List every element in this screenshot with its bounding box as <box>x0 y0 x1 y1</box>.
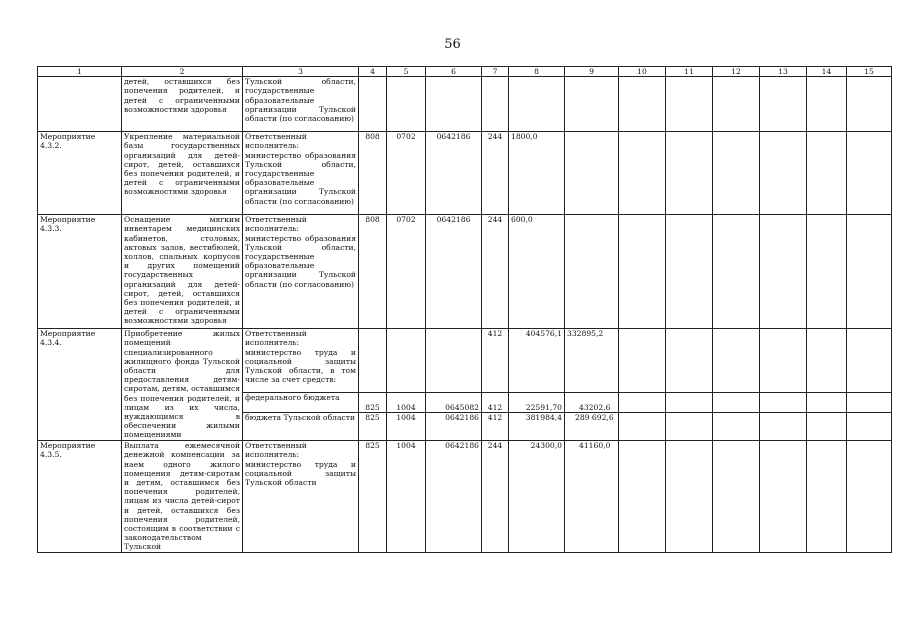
cell-csr <box>426 329 482 393</box>
measure-code: Мероприятие 4.3.2. <box>38 132 122 215</box>
measure-executor: Ответственный исполнитель: министерство труда и социальной защиты Тульской области <box>243 441 359 552</box>
col-header: 5 <box>387 67 426 77</box>
cell-csr: 0642186 <box>426 132 482 215</box>
cell-vr: 412 <box>482 329 509 393</box>
cell-amount <box>565 132 619 215</box>
measure-executor: Тульской области, государственные образовательные организации Тульской области (по согласованию) <box>243 77 359 132</box>
table-row <box>38 329 892 393</box>
measure-name: детей, оставшихся без попечения родителей, и детей с ограниченными возможностями здоровья <box>122 77 243 132</box>
cell-csr: 0642186 <box>426 413 482 441</box>
cell-grbs: 808 <box>359 215 387 329</box>
measure-name: Приобретение жилых помещений специализированного жилищного фонда Тульской области для предоставления детям-сиротам, детям, оставшимся без попечения родителей, и лицам из их числа, нуждающимся в обеспечении жилыми помещениями <box>122 329 243 441</box>
col-header: 7 <box>482 67 509 77</box>
table-row <box>38 215 892 329</box>
header-row <box>38 67 892 77</box>
table-row <box>38 132 892 215</box>
col-header: 6 <box>426 67 482 77</box>
cell-amount: 22591,70 <box>509 393 565 413</box>
col-header: 4 <box>359 67 387 77</box>
measure-executor: Ответственный исполнитель: министерство образования Тульской области, государственные образовательные организации Тульской области (по согласованию) <box>243 132 359 215</box>
cell-rzpr <box>387 329 426 393</box>
col-header: 13 <box>760 67 807 77</box>
cell-amount: 24300,0 <box>509 441 565 552</box>
measure-name: Оснащение мягким инвентарем медицинских кабинетов, столовых, актовых залов, вестибюлей, холлов, спальных корпусов и других помещений государственных организаций для детей-сирот, детей, оставшихся без попечения родителей, и детей с ограниченными возможностями здоровья <box>122 215 243 329</box>
cell-vr: 244 <box>482 132 509 215</box>
measure-code: Мероприятие 4.3.3. <box>38 215 122 329</box>
cell-amount: 289 692,6 <box>565 413 619 441</box>
cell-grbs: 808 <box>359 132 387 215</box>
cell-amount: 404576,1 <box>509 329 565 393</box>
cell-amount: 41160,0 <box>565 441 619 552</box>
cell-rzpr: 1004 <box>387 393 426 413</box>
col-header: 11 <box>666 67 713 77</box>
cell-csr: 0642186 <box>426 215 482 329</box>
cell-amount: 43202,6 <box>565 393 619 413</box>
measure-name: Укрепление материальной базы государственных организаций для детей-сирот, детей, оставшихся без попечения родителей, и детей с ограниченными возможностями здоровья <box>122 132 243 215</box>
cell-vr: 244 <box>482 215 509 329</box>
cell-amount <box>565 215 619 329</box>
col-header: 12 <box>713 67 760 77</box>
cell-grbs: 825 <box>359 393 387 413</box>
cell-rzpr: 1004 <box>387 441 426 552</box>
cell-csr: 0642186 <box>426 441 482 552</box>
measure-executor: Ответственный исполнитель: министерство труда и социальной защиты Тульской области, в том числе за счет средств: <box>243 329 359 393</box>
cell-rzpr: 1004 <box>387 413 426 441</box>
col-header: 8 <box>509 67 565 77</box>
col-header: 3 <box>243 67 359 77</box>
cell-amount: 600,0 <box>509 215 565 329</box>
table-row <box>38 77 892 132</box>
cell-vr: 412 <box>482 393 509 413</box>
col-header: 9 <box>565 67 619 77</box>
cell-grbs <box>359 329 387 393</box>
cell-grbs: 825 <box>359 413 387 441</box>
cell-amount: 381984,4 <box>509 413 565 441</box>
funding-source: федерального бюджета <box>243 393 359 413</box>
col-header: 2 <box>122 67 243 77</box>
cell-vr: 412 <box>482 413 509 441</box>
page-number: 56 <box>444 37 461 52</box>
cell-csr: 0645082 <box>426 393 482 413</box>
cell-rzpr: 0702 <box>387 215 426 329</box>
col-header: 10 <box>619 67 666 77</box>
cell-amount: 1800,0 <box>509 132 565 215</box>
measure-executor: Ответственный исполнитель: министерство образования Тульской области, государственные образовательные организации Тульской области (по согласованию) <box>243 215 359 329</box>
table-row <box>38 441 892 552</box>
cell-grbs: 825 <box>359 441 387 552</box>
col-header: 15 <box>847 67 892 77</box>
col-header: 14 <box>807 67 847 77</box>
measure-code: Мероприятие 4.3.5. <box>38 441 122 552</box>
cell-amount: 332895,2 <box>565 329 619 393</box>
program-table <box>37 66 892 553</box>
measure-code: Мероприятие 4.3.4. <box>38 329 122 441</box>
cell-rzpr: 0702 <box>387 132 426 215</box>
cell-vr: 244 <box>482 441 509 552</box>
funding-source: бюджета Тульской области <box>243 413 359 441</box>
measure-name: Выплата ежемесячной денежной компенсации за наем одного жилого помещения детям-сиротам и детям, оставшимся без попечения родителей, лицам из числа детей-сирот и детей, оставшихся без попечения родителей, состоящим в соответствии с законодательством Тульской <box>122 441 243 552</box>
measure-code <box>38 77 122 132</box>
col-header: 1 <box>38 67 122 77</box>
